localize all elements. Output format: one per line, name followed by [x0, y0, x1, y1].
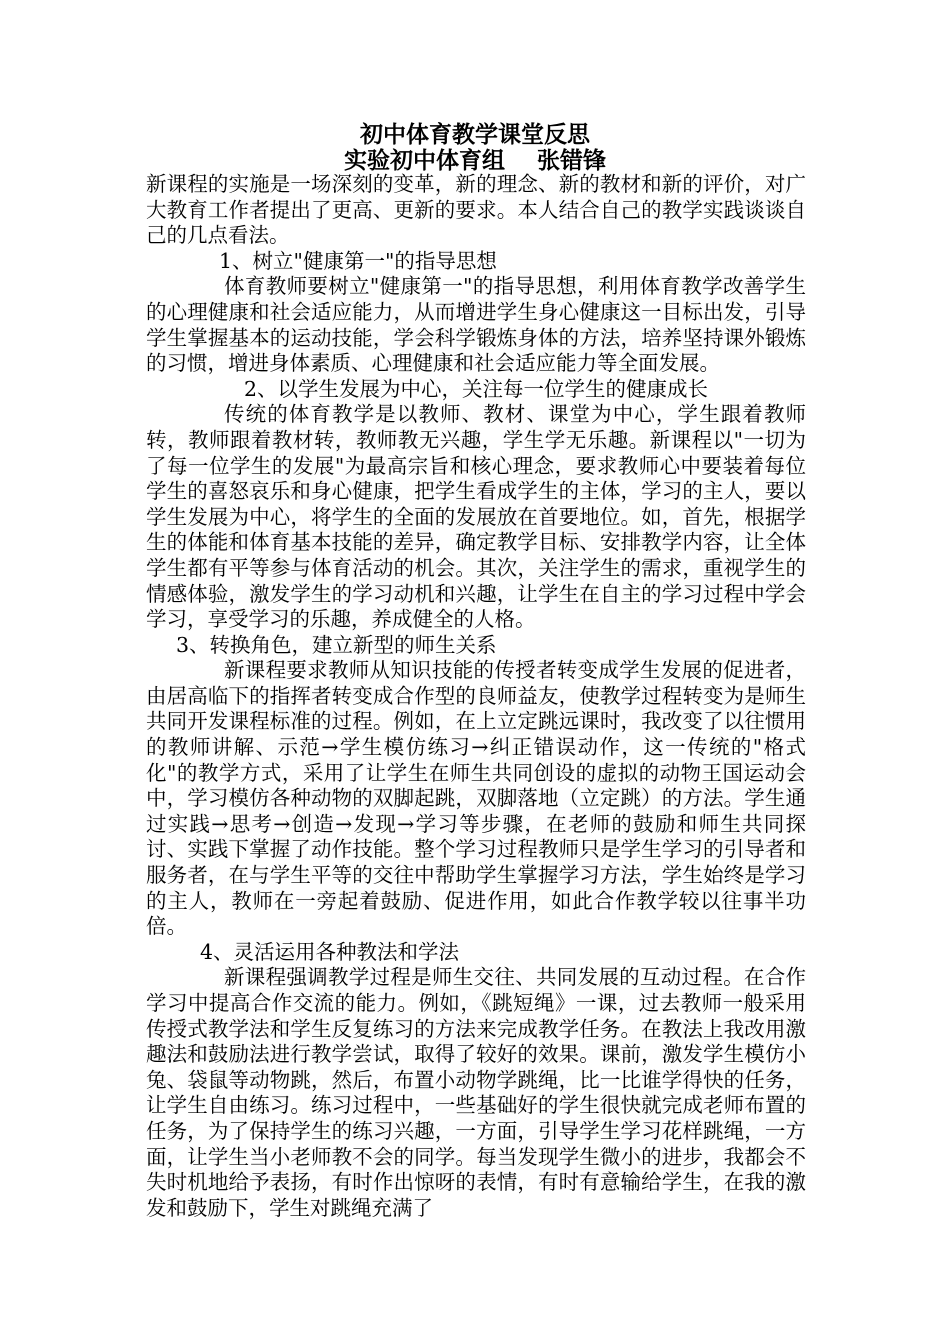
section-body-1: 体育教师要树立"健康第一"的指导思想，利用体育教学改善学生的心理健康和社会适应能力，从而增进学生身心健康这一目标出发，引导学生掌握基本的运动技能，学会科学锻炼身体的方法，培养坚持课外锻炼的习惯，增进身体素质、心理健康和社会适应能力等全面发展。: [146, 274, 806, 376]
section-heading-1: 1、树立"健康第一"的指导思想: [219, 248, 497, 273]
section-body-3: 新课程要求教师从知识技能的传授者转变成学生发展的促进者，由居高临下的指挥者转变成合作型的良师益友，使教学过程转变为是师生共同开发课程标准的过程。例如，在上立定跳远课时，我改变了以往惯用的教师讲解、示范→学生模仿练习→纠正错误动作，这一传统的"格式化"的教学方式，采用了让学生在师生共同创设的虚拟的动物王国运动会中，学习模仿各种动物的双脚起跳，双脚落地（立定跳）的方法。学生通过实践→思考→创造→发现→学习等步骤，在老师的鼓励和师生共同探讨、实践下掌握了动作技能。整个学习过程教师只是学生学习的引导者和服务者，在与学生平等的交往中帮助学生掌握学习方法，学生始终是学习的主人，教师在一旁起着鼓励、促进作用，如此合作教学较以往事半功倍。: [146, 658, 806, 939]
section-body-4: 新课程强调教学过程是师生交往、共同发展的互动过程。在合作学习中提高合作交流的能力。例如，《跳短绳》一课，过去教师一般采用传授式教学法和学生反复练习的方法来完成教学任务。在教法上我改用激趣法和鼓励法进行教学尝试，取得了较好的效果。课前，激发学生模仿小兔、袋鼠等动物跳，然后，布置小动物学跳绳，比一比谁学得快的任务，让学生自由练习。练习过程中，一些基础好的学生很快就完成老师布置的任务，为了保持学生的练习兴趣，一方面，引导学生学习花样跳绳，一方面，让学生当小老师教不会的同学。每当发现学生微小的进步，我都会不失时机地给予表扬，有时作出惊呀的表情，有时有意输给学生，在我的激发和鼓励下，学生对跳绳充满了: [146, 965, 806, 1220]
section-body-2: 传统的体育教学是以教师、教材、课堂为中心，学生跟着教师转，教师跟着教材转，教师教无兴趣，学生学无乐趣。新课程以"一切为了每一位学生的发展"为最高宗旨和核心理念，要求教师心中要装着每位学生的喜怒哀乐和身心健康，把学生看成学生的主体，学习的主人，要以学生发展为中心，将学生的全面的发展放在首要地位。如，首先，根据学生的体能和体育基本技能的差异，确定教学目标、安排教学内容，让全体学生都有平等参与体育活动的机会。其次，关注学生的需求，重视学生的情感体验，激发学生的学习动机和兴趣，让学生在自主的学习过程中学会学习，享受学习的乐趣，养成健全的人格。: [146, 402, 806, 632]
intro-paragraph: 新课程的实施是一场深刻的变革，新的理念、新的教材和新的评价，对广大教育工作者提出了更高、更新的要求。本人结合自己的教学实践谈谈自己的几点看法。: [146, 172, 806, 248]
document-title: 初中体育教学课堂反思: [360, 121, 590, 148]
author-line: 实验初中体育组 张错锋: [343, 147, 607, 174]
document-body: [146, 172, 806, 1221]
section-heading-3: 3、转换角色，建立新型的师生关系: [176, 632, 497, 657]
section-heading-2: 2、以学生发展为中心，关注每一位学生的健康成长: [244, 376, 709, 401]
section-heading-4: 4、灵活运用各种教法和学法: [200, 939, 460, 964]
